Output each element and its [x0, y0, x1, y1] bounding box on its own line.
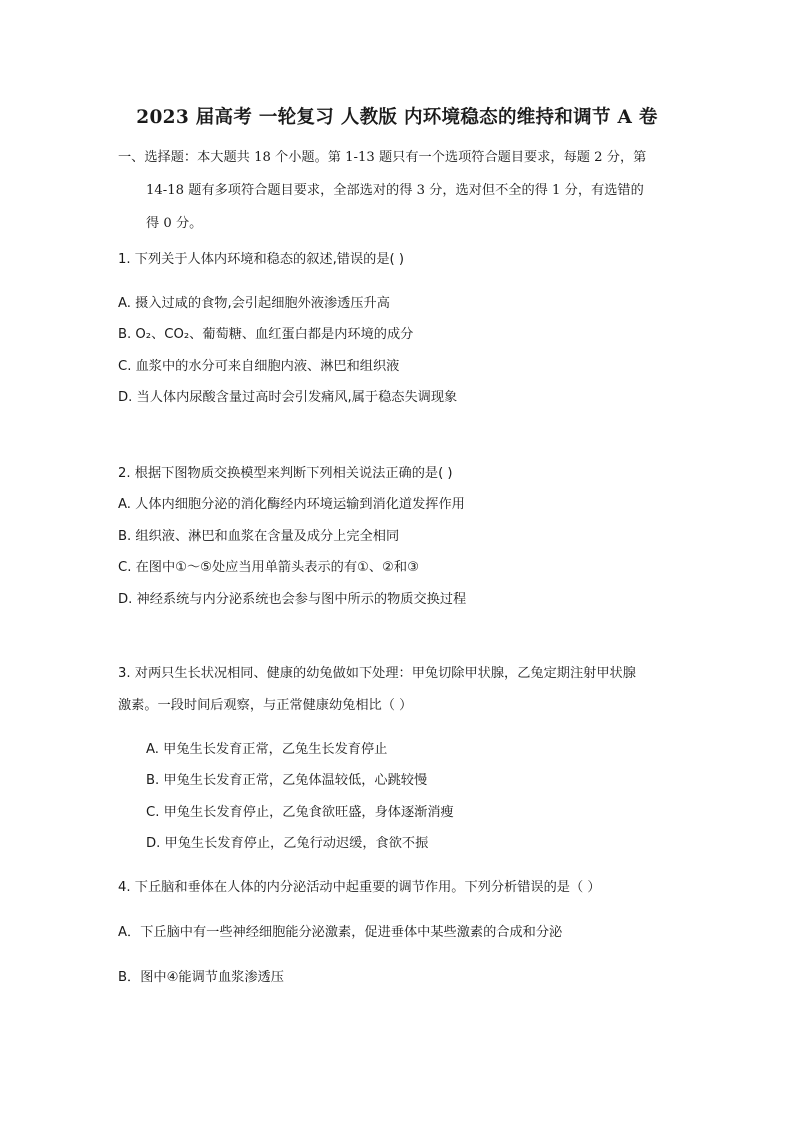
question-stem: 2. 根据下图物质交换模型来判断下列相关说法正确的是( ) [118, 466, 453, 481]
option-b: B. 甲兔生长发育正常，乙兔体温较低，心跳较慢 [146, 773, 428, 788]
option-b: B. O₂、CO₂、葡萄糖、血红蛋白都是内环境的成分 [118, 327, 414, 342]
option-a: A. 甲兔生长发育正常，乙兔生长发育停止 [146, 742, 388, 757]
section-instruction-line-1: 一、选择题：本大题共 18 个小题。第 1-13 题只有一个选项符合题目要求，每题 2 分，第 [118, 150, 647, 165]
document-title: 2023 届高考 一轮复习 人教版 内环境稳态的维持和调节 A 卷 [136, 107, 658, 128]
section-instruction-line-2: 14-18 题有多项符合题目要求，全部选对的得 3 分，选对但不全的得 1 分，有选错的 [146, 183, 644, 198]
option-c: C. 甲兔生长发育停止，乙兔食欲旺盛，身体逐渐消瘦 [146, 805, 454, 820]
option-c: C. 在图中①～⑤处应当用单箭头表示的有①、②和③ [118, 560, 419, 575]
question-stem: 4. 下丘脑和垂体在人体的内分泌活动中起重要的调节作用。下列分析错误的是（ ） [118, 880, 601, 895]
option-b: B. 组织液、淋巴和血浆在含量及成分上完全相同 [118, 529, 400, 544]
option-a: A．下丘脑中有一些神经细胞能分泌激素，促进垂体中某些激素的合成和分泌 [118, 925, 563, 940]
option-d: D. 神经系统与内分泌系统也会参与图中所示的物质交换过程 [118, 592, 467, 607]
option-d: D. 甲兔生长发育停止，乙兔行动迟缓，食欲不振 [146, 836, 429, 851]
option-b: B．图中④能调节血浆渗透压 [118, 970, 284, 985]
option-a: A. 摄入过咸的食物,会引起细胞外液渗透压升高 [118, 296, 390, 311]
section-instruction-line-3: 得 0 分。 [146, 216, 203, 231]
option-c: C. 血浆中的水分可来自细胞内液、淋巴和组织液 [118, 359, 400, 374]
question-stem: 1. 下列关于人体内环境和稳态的叙述,错误的是( ) [118, 252, 405, 267]
question-stem-line-1: 3. 对两只生长状况相同、健康的幼兔做如下处理：甲兔切除甲状腺，乙兔定期注射甲状腺 [118, 666, 636, 681]
option-a: A. 人体内细胞分泌的消化酶经内环境运输到消化道发挥作用 [118, 497, 465, 512]
option-d: D. 当人体内尿酸含量过高时会引发痛风,属于稳态失调现象 [118, 390, 458, 405]
question-stem-line-2: 激素。一段时间后观察，与正常健康幼兔相比（ ） [118, 698, 413, 713]
